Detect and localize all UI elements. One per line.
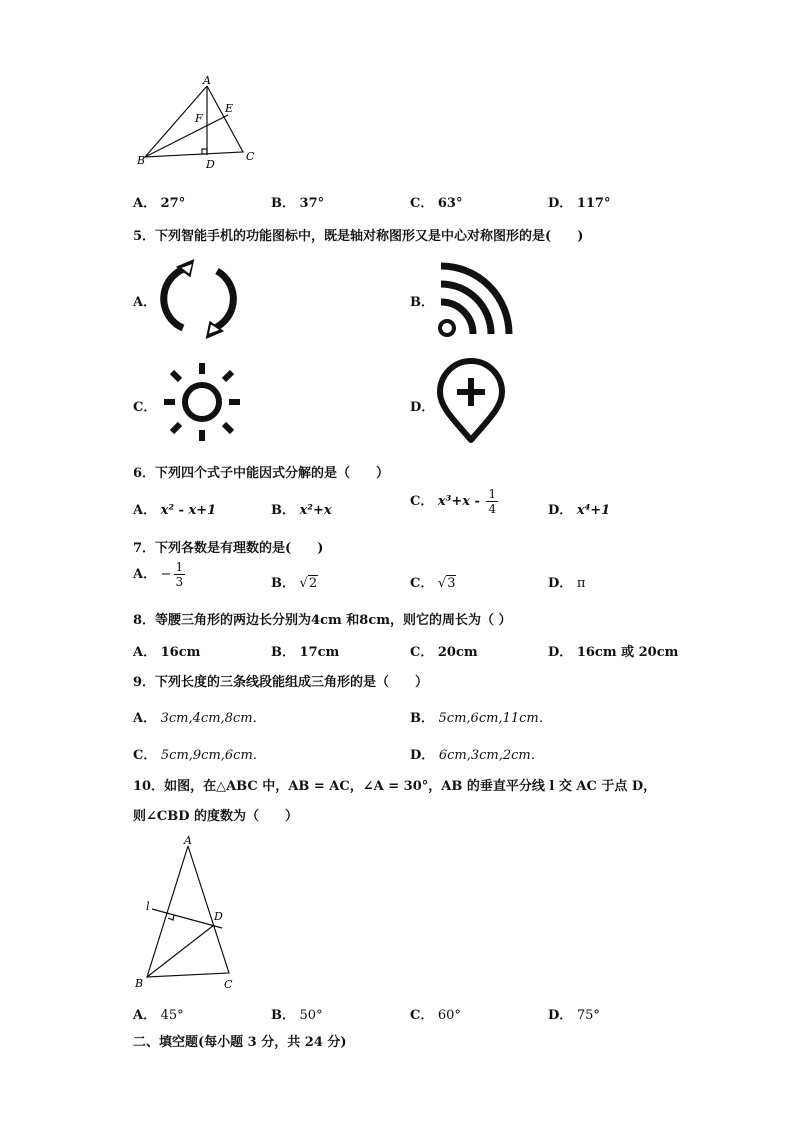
q6-option-b[interactable]: B． x²+x [271,503,332,518]
q9-option-c[interactable]: C． 5cm,9cm,6cm． [133,748,266,763]
q6-option-c[interactable]: C． x³+x - $\frac{1}{4}$ [410,487,497,516]
q5-stem: 5．下列智能手机的功能图标中，既是轴对称图形又是中心对称图形的是( ) [133,229,584,244]
q8-option-d[interactable]: D． 16cm 或 20cm [548,645,679,660]
q9-option-d[interactable]: D． 6cm,3cm,2cm． [410,748,544,763]
q10-option-a[interactable]: A． 45° [133,1008,184,1023]
q7-stem: 7．下列各数是有理数的是( ) [133,541,324,556]
q4-option-c[interactable]: C． 63° [410,196,463,211]
fig4-label-A: A [203,74,211,87]
q7-option-a[interactable]: A． − $\frac{1}{3}$ [133,560,184,589]
q9-option-b[interactable]: B． 5cm,6cm,11cm． [410,711,552,726]
wifi-signal-icon [433,258,517,340]
q9-option-a[interactable]: A． 3cm,4cm,8cm． [133,711,266,726]
fig4-label-D: D [206,158,215,171]
q8-option-a[interactable]: A． 16cm [133,645,201,660]
fig4-label-E: E [225,102,234,115]
fig4-label-F: F [195,112,203,125]
fig4-label-C: C [246,150,255,163]
q4-option-b[interactable]: B． 37° [271,196,325,211]
fig10-label-A: A [184,834,192,847]
q5-label-b[interactable]: B． [410,295,434,310]
fig10-label-B: B [135,977,144,990]
q4-option-d[interactable]: D． 117° [548,196,611,211]
q8-option-b[interactable]: B． 17cm [271,645,340,660]
q8-stem: 8．等腰三角形的两边长分别为4cm 和8cm，则它的周长为（ ） [133,613,512,628]
fig10-label-C: C [224,978,233,991]
fig4-label-B: B [137,154,146,167]
q4-triangle-figure [130,72,260,172]
q5-label-c[interactable]: C． [133,400,157,415]
sun-brightness-icon [158,358,248,446]
q5-label-a[interactable]: A． [133,295,157,310]
q10-option-c[interactable]: C． 60° [410,1008,461,1023]
q10-triangle-figure [130,832,250,992]
q6-option-d[interactable]: D． x⁴+1 [548,503,611,518]
q8-option-c[interactable]: C． 20cm [410,645,478,660]
q4-option-a[interactable]: A． 27° [133,196,186,211]
location-add-icon [434,356,508,448]
fig10-label-D: D [214,910,223,923]
q10-stem-line1: 10．如图，在△ABC 中，AB = AC，∠A = 30°，AB 的垂直平分线 l 交 AC 于点 D， [133,779,657,794]
q6-stem: 6．下列四个式子中能因式分解的是（ ） [133,466,390,481]
q7-option-d[interactable]: D． π [548,576,586,591]
refresh-icon [157,258,243,340]
q10-option-d[interactable]: D． 75° [548,1008,600,1023]
section-heading-fill-in: 二、填空题(每小题 3 分，共 24 分) [133,1035,347,1050]
q9-stem: 9．下列长度的三条线段能组成三角形的是（ ） [133,675,429,690]
q10-option-b[interactable]: B． 50° [271,1008,323,1023]
q7-option-b[interactable]: B． √2 [271,576,318,591]
q10-stem-line2: 则∠CBD 的度数为（ ） [133,809,299,824]
fig10-label-l: l [146,900,150,913]
q5-label-d[interactable]: D． [410,400,435,415]
q7-option-c[interactable]: C． √3 [410,576,456,591]
q6-option-a[interactable]: A． x² - x+1 [133,503,217,518]
